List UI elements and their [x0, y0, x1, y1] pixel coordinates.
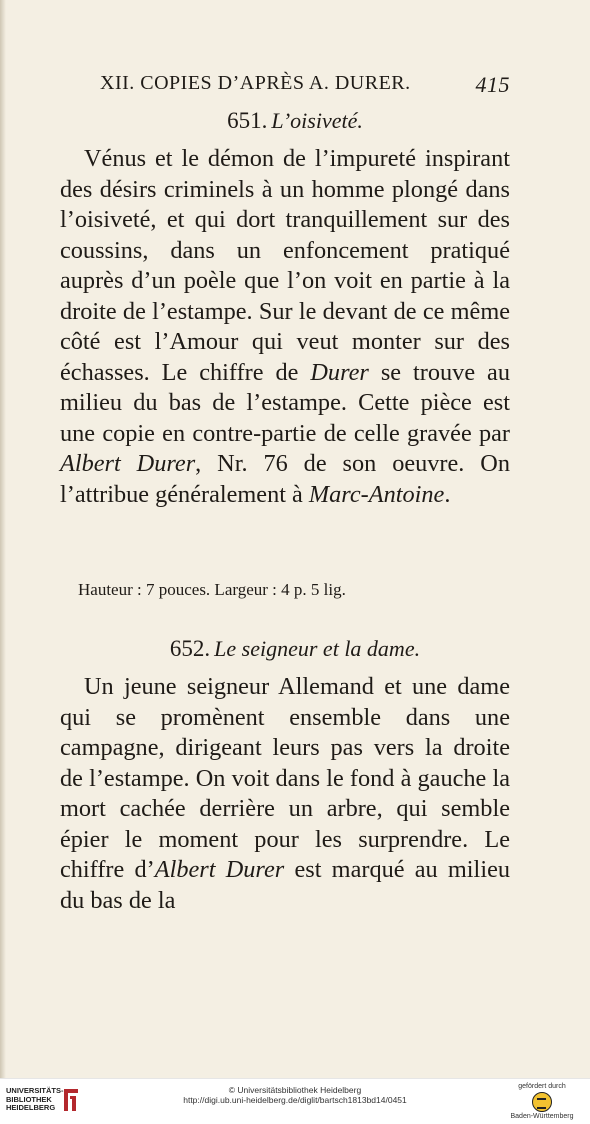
entry-text-652	[60, 672, 510, 916]
entry-dimensions-651: Hauteur : 7 pouces. Largeur : 4 p. 5 lig.	[78, 580, 346, 599]
entry-title: L’oisiveté.	[271, 108, 363, 133]
text-segment-italic: Marc-Antoine	[308, 480, 445, 508]
text-segment-italic: Albert Durer	[154, 856, 285, 883]
running-title: XII. COPIES D’APRÈS A. DURER.	[100, 72, 411, 94]
running-header	[100, 72, 510, 98]
entry-text-651	[60, 144, 510, 510]
text-segment-italic: Durer	[310, 358, 369, 386]
entry-number: 651.	[227, 108, 268, 133]
library-name: UNIVERSITÄTS-BIBLIOTHEK HEIDELBERG	[6, 1086, 64, 1112]
page-number: 415	[475, 72, 510, 97]
entry-title: Le seigneur et la dame.	[214, 636, 421, 661]
entry-heading-651	[0, 108, 590, 134]
entry-number: 652.	[169, 636, 211, 661]
text-segment: Vénus et le démon de l’impureté inspirant des désirs criminels à un homme plongé dans l’oisiveté, et qui dort tranquillement sur des coussins, dans un enfoncement pratiqué auprès d’un poèle que l’on voit en partie à la droite de l’estampe. Sur le devant de ce même côté est l’Amour qui veut monter sur des échasses. Le chiffre de	[60, 145, 510, 386]
permalink[interactable]: http://digi.ub.uni-heidelberg.de/diglit/bartsch1813bd14/0451	[183, 1095, 407, 1105]
funded-label: gefördert durch	[518, 1083, 566, 1090]
text-segment: se trouve au milieu du bas de l’estampe. Cette pièce est une copie en contre-partie de celle gravée par	[60, 358, 510, 447]
text-segment: .	[444, 480, 451, 508]
library-emblem-icon	[60, 1087, 82, 1113]
state-seal-icon	[532, 1092, 552, 1112]
text-segment-italic: Albert Durer	[60, 450, 196, 477]
university-library-logo[interactable]	[6, 1087, 82, 1113]
text-segment: , Nr. 76 de son oeuvre. On l’attribue généralement à	[60, 450, 511, 508]
copyright-info	[170, 1085, 420, 1105]
text-segment: est marqué au milieu du bas de la	[60, 856, 510, 914]
text-segment: Un jeune seigneur Allemand et une dame qui se promènent ensemble dans une campagne, dirigeant leurs pas vers la droite de l’estampe. On voit dans le fond à gauche la mort cachée derrière un arbre, qui semble épier le moment pour les surprendre. Le chiffre d’	[60, 673, 510, 883]
funder-name: Baden-Württemberg	[510, 1113, 574, 1120]
entry-heading-652	[0, 636, 590, 662]
copyright-text: © Universitätsbibliothek Heidelberg	[228, 1085, 362, 1095]
viewer-footer	[0, 1078, 590, 1124]
funder-block	[502, 1083, 582, 1121]
copyright-line	[170, 1085, 420, 1095]
